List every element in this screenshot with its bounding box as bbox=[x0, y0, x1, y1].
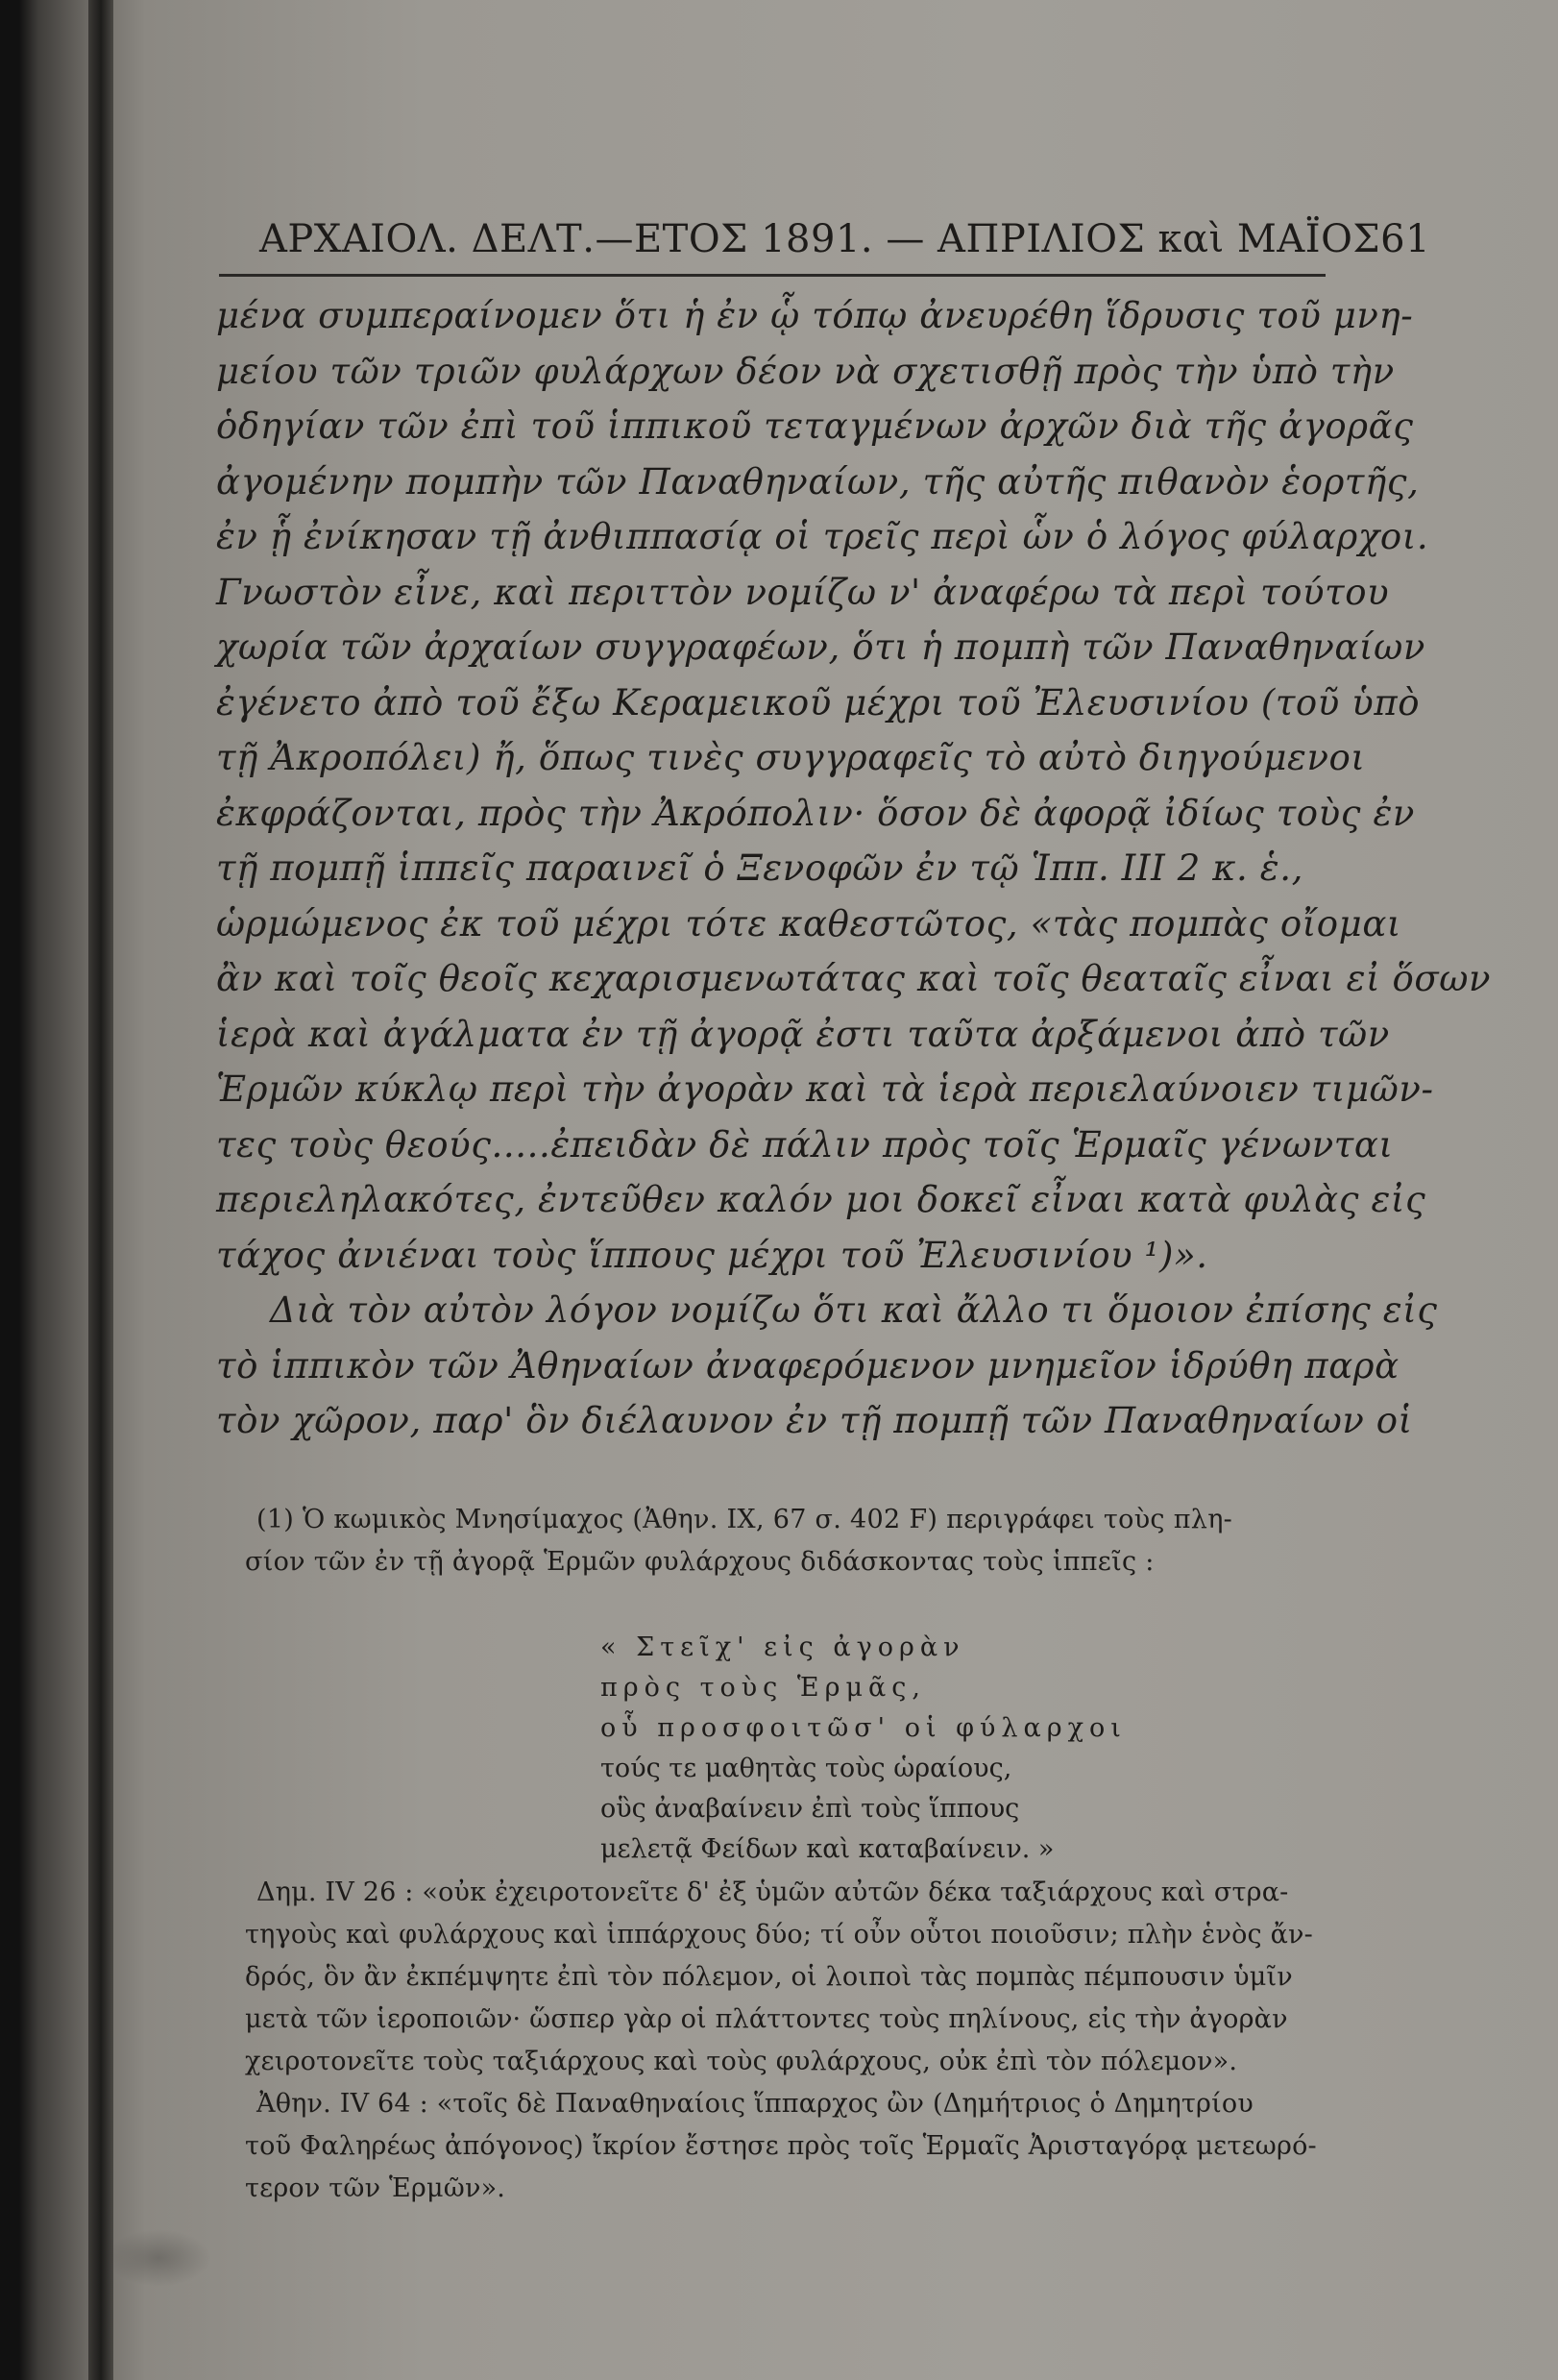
body-line: χωρία τῶν ἀρχαίων συγγραφέων, ὅτι ἡ πομπὴ τῶν Παναθηναίων bbox=[216, 626, 1425, 668]
page-number: 61 bbox=[1380, 217, 1431, 261]
footnote-line: τερον τῶν Ἑρμῶν». bbox=[245, 2173, 506, 2203]
scan-dark-edge bbox=[0, 0, 144, 2380]
body-line: ἐν ᾗ ἐνίκησαν τῇ ἀνθιππασίᾳ οἱ τρεῖς περὶ ὧν ὁ λόγος φύλαρχοι. bbox=[216, 516, 1429, 557]
footnote-line: δρός, ὃν ἂν ἐκπέμψητε ἐπὶ τὸν πόλεμον, οἱ λοιποὶ τὰς πομπὰς πέμπουσιν ὑμῖν bbox=[245, 1962, 1293, 1992]
body-line: τες τοὺς θεούς.....ἐπειδὰν δὲ πάλιν πρὸς τοῖς Ἑρμαῖς γένωνται bbox=[216, 1123, 1394, 1165]
ink-blemish bbox=[106, 2229, 211, 2287]
body-line: ἐγένετο ἀπὸ τοῦ ἔξω Κεραμεικοῦ μέχρι τοῦ Ἐλευσινίου (τοῦ ὑπὸ bbox=[216, 681, 1421, 724]
footnote-line: χειροτονεῖτε τοὺς ταξιάρχους καὶ τοὺς φυλάρχους, οὐκ ἐπὶ τὸν πόλεμον». bbox=[245, 2047, 1238, 2076]
verse-line: οὗ προσφοιτῶσ' οἱ φύλαρχοι bbox=[600, 1713, 1127, 1743]
verse-line: οὓς ἀναβαίνειν ἐπὶ τοὺς ἵππους bbox=[600, 1794, 1020, 1824]
verse-line: μελετᾷ Φείδων καὶ καταβαίνειν. » bbox=[600, 1834, 1055, 1864]
body-line: Ἑρμῶν κύκλῳ περὶ τὴν ἀγορὰν καὶ τὰ ἱερὰ περιελαύνοιεν τιμῶν- bbox=[216, 1068, 1434, 1110]
binding-gutter bbox=[88, 0, 113, 2380]
body-line: Διὰ τὸν αὐτὸν λόγον νομίζω ὅτι καὶ ἄλλο τι ὅμοιον ἐπίσης εἰς bbox=[270, 1289, 1438, 1331]
footnote-line: σίον τῶν ἐν τῇ ἀγορᾷ Ἑρμῶν φυλάρχους διδάσκοντας τοὺς ἱππεῖς : bbox=[245, 1547, 1155, 1577]
body-line: τῇ πομπῇ ἱππεῖς παραινεῖ ὁ Ξενοφῶν ἐν τῷ Ἱππ. III 2 κ. ἑ., bbox=[216, 847, 1303, 889]
body-line: τὸ ἱππικὸν τῶν Ἀθηναίων ἀναφερόμενον μνημεῖον ἱδρύθη παρὰ bbox=[216, 1344, 1400, 1386]
body-line: τάχος ἀνιέναι τοὺς ἵππους μέχρι τοῦ Ἐλευσινίου ¹)». bbox=[216, 1234, 1208, 1276]
body-line: μένα συμπεραίνομεν ὅτι ἡ ἐν ᾧ τόπῳ ἀνευρέθη ἵδρυσις τοῦ μνη- bbox=[216, 295, 1414, 336]
body-line: Γνωστὸν εἶνε, καὶ περιττὸν νομίζω ν' ἀναφέρω τὰ περὶ τούτου bbox=[216, 571, 1390, 613]
footnote-line: Ἀθην. IV 64 : «τοῖς δὲ Παναθηναίοις ἵππαρχος ὢν (Δημήτριος ὁ Δημητρίου bbox=[256, 2089, 1254, 2119]
body-line: ἐκφράζονται, πρὸς τὴν Ἀκρόπολιν· ὅσον δὲ ἀφορᾷ ἰδίως τοὺς ἐν bbox=[216, 792, 1416, 834]
body-line: περιεληλακότες, ἐντεῦθεν καλόν μοι δοκεῖ εἶναι κατὰ φυλὰς εἰς bbox=[216, 1179, 1426, 1220]
verse-quote bbox=[600, 1628, 1273, 1870]
body-line: ἱερὰ καὶ ἀγάλματα ἐν τῇ ἀγορᾷ ἐστι ταῦτα ἀρξάμενοι ἀπὸ τῶν bbox=[216, 1013, 1390, 1055]
main-text bbox=[216, 288, 1492, 1449]
footnote-line: Δημ. IV 26 : «οὐκ ἐχειροτονεῖτε δ' ἐξ ὑμῶν αὐτῶν δέκα ταξιάρχους καὶ στρα- bbox=[256, 1877, 1289, 1907]
footnote-line: τοῦ Φαληρέως ἀπόγονος) ἴκρίον ἔστησε πρὸς τοῖς Ἑρμαῖς Ἀρισταγόρᾳ μετεωρό- bbox=[245, 2131, 1317, 2161]
body-line: ὁδηγίαν τῶν ἐπὶ τοῦ ἱππικοῦ τεταγμένων ἀρχῶν διὰ τῆς ἀγορᾶς bbox=[216, 405, 1414, 447]
body-line: ὡρμώμενος ἐκ τοῦ μέχρι τότε καθεστῶτος, «τὰς πομπὰς οἴομαι bbox=[216, 902, 1402, 945]
body-line: τὸν χῶρον, παρ' ὃν διέλαυνον ἐν τῇ πομπῇ τῶν Παναθηναίων οἱ bbox=[216, 1400, 1413, 1441]
running-header bbox=[259, 217, 1431, 265]
footnote-intro bbox=[245, 1499, 1330, 1583]
header-title: ΑΡΧΑΙΟΛ. ΔΕΛΤ.—ΕΤΟΣ 1891. — ΑΠΡΙΛΙΟΣ καὶ ΜΑΪΟΣ bbox=[259, 217, 1381, 261]
verse-line: τούς τε μαθητὰς τοὺς ὡραίους, bbox=[600, 1754, 1012, 1783]
footnote-line: μετὰ τῶν ἱεροποιῶν· ὥσπερ γὰρ οἱ πλάττοντες τοὺς πηλίνους, εἰς τὴν ἀγορὰν bbox=[245, 2004, 1288, 2034]
body-line: μείου τῶν τριῶν φυλάρχων δέον νὰ σχετισθῇ πρὸς τὴν ὑπὸ τὴν bbox=[216, 350, 1395, 392]
body-line: ἀγομένην πομπὴν τῶν Παναθηναίων, τῆς αὐτῆς πιθανὸν ἑορτῆς, bbox=[216, 460, 1420, 503]
body-line: τῇ Ἀκροπόλει) ἤ, ὅπως τινὲς συγγραφεῖς τὸ αὐτὸ διηγούμενοι bbox=[216, 737, 1366, 778]
footnote-line: (1) Ὁ κωμικὸς Μνησίμαχος (Ἀθην. IX, 67 σ. 402 F) περιγράφει τοὺς πλη- bbox=[256, 1505, 1233, 1534]
body-line: ἂν καὶ τοῖς θεοῖς κεχαρισμενωτάτας καὶ τοῖς θεαταῖς εἶναι εἰ ὅσων bbox=[216, 958, 1492, 999]
header-rule bbox=[219, 274, 1326, 277]
verse-line: « Στεῖχ' εἰς ἀγορὰν bbox=[600, 1632, 965, 1662]
footnote-rest bbox=[245, 1872, 1330, 2210]
verse-line: πρὸς τοὺς Ἑρμᾶς, bbox=[600, 1673, 926, 1703]
footnote-line: τηγοὺς καὶ φυλάρχους καὶ ἱππάρχους δύο; τί οὖν οὗτοι ποιοῦσιν; πλὴν ἑνὸς ἄν- bbox=[245, 1920, 1313, 1950]
